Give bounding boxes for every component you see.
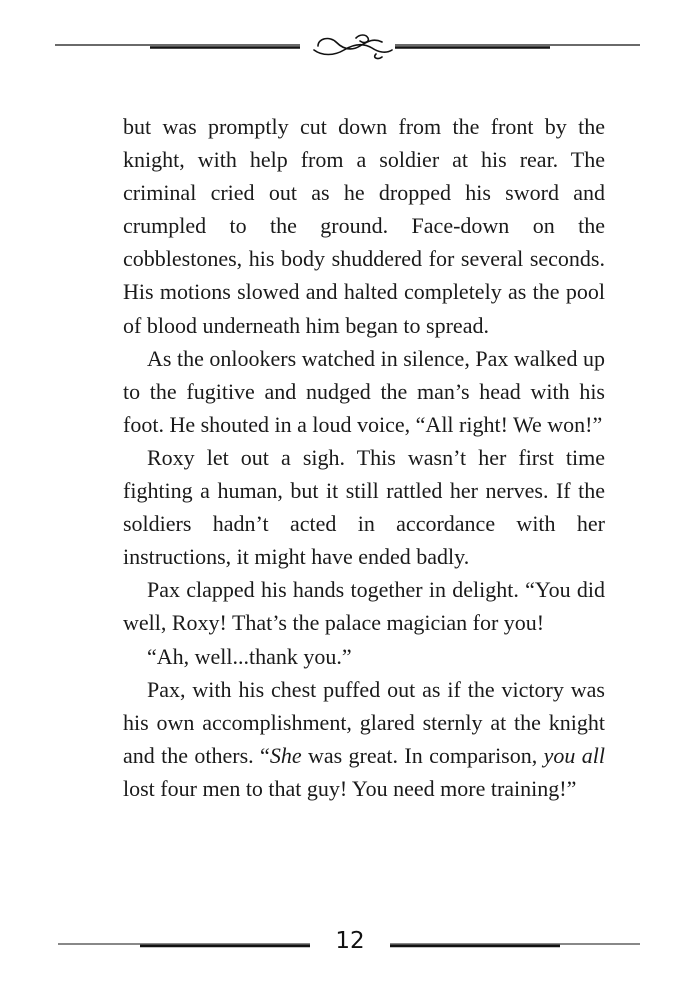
flourish-icon [314, 35, 392, 58]
paragraph [123, 110, 605, 342]
paragraph [123, 640, 605, 673]
paragraph [123, 573, 605, 639]
italic-text: She [269, 742, 302, 768]
text-run: “Ah, well...thank you.” [147, 643, 352, 669]
text-run: was great. In comparison, [301, 742, 544, 768]
text-run: Pax clapped his hands together in delight. “You did well, Roxy! That’s the palace magician for you! [123, 577, 605, 636]
paragraph [123, 342, 605, 441]
text-run: As the onlookers watched in silence, Pax walked up to the fugitive and nudged the man’s head with his foot. He shouted in a loud voice, “All right! We won!” [123, 345, 605, 437]
page-number: 12 [335, 928, 365, 954]
paragraph [123, 441, 605, 573]
paragraph [123, 673, 605, 805]
body-text [123, 110, 605, 805]
text-run: Roxy let out a sigh. This wasn’t her first time fighting a human, but it still rattled her nerves. If the soldiers hadn’t acted in accordance with her instructions, it might have ended badly. [123, 444, 605, 570]
header-ornament [0, 26, 700, 70]
text-run: Pax, with his chest puffed out as if the victory was his own accomplishment, glared sternly at the knight and the others. “ [123, 676, 605, 768]
text-run: lost four men to that guy! You need more training!” [123, 775, 577, 801]
text-run: but was promptly cut down from the front by the knight, with help from a soldier at his rear. The criminal cried out as he dropped his sword and crumpled to the ground. Face-down on the cobblestones, his body shuddered for several seconds. His motions slowed and halted completely as the pool of blood underneath him began to spread. [123, 114, 605, 338]
italic-text: you all [543, 742, 605, 768]
page-footer [0, 925, 700, 965]
